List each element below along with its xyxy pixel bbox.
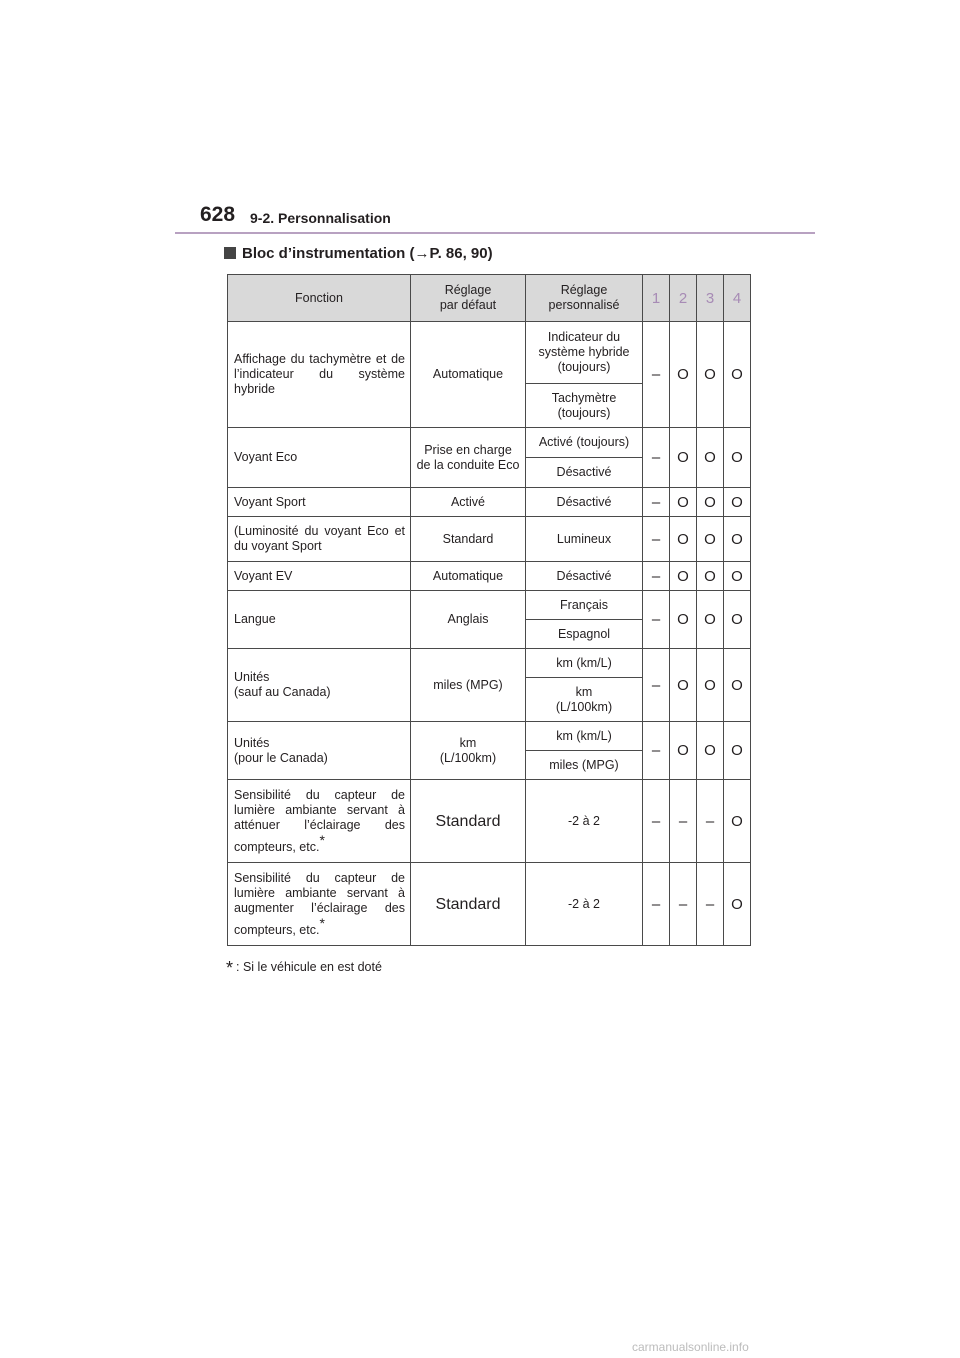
footnote-star: * — [319, 831, 325, 848]
mode-3-cell: – — [697, 780, 724, 863]
mode-1-cell: – — [643, 780, 670, 863]
mode-4-cell: O — [724, 322, 751, 428]
custom-cell: Désactivé — [526, 562, 643, 591]
table-header-row — [228, 275, 751, 322]
function-cell: Langue — [228, 591, 411, 649]
header-default — [411, 275, 526, 322]
mode-1-cell: – — [643, 591, 670, 649]
custom-cell: Désactivé — [526, 488, 643, 517]
header-mode-4: 4 — [724, 275, 751, 322]
custom-cell: Français — [526, 591, 643, 620]
custom-cell: Lumineux — [526, 517, 643, 562]
mode-3-cell: O — [697, 591, 724, 649]
custom-cell: Indicateur du système hybride (toujours) — [526, 322, 643, 384]
table-row — [228, 780, 751, 863]
mode-2-cell: O — [670, 591, 697, 649]
function-cell — [228, 780, 411, 863]
custom-cell — [526, 678, 643, 722]
header-mode-1: 1 — [643, 275, 670, 322]
page-number: 628 — [200, 203, 236, 226]
mode-2-cell: – — [670, 780, 697, 863]
function-cell: Voyant EV — [228, 562, 411, 591]
header-custom — [526, 275, 643, 322]
mode-2-cell: – — [670, 863, 697, 946]
mode-3-cell: O — [697, 428, 724, 488]
mode-3-cell: O — [697, 517, 724, 562]
mode-4-cell: O — [724, 562, 751, 591]
square-bullet-icon — [224, 247, 236, 259]
function-cell — [228, 722, 411, 780]
table-row — [228, 863, 751, 946]
default-cell — [411, 722, 526, 780]
header-mode-3: 3 — [697, 275, 724, 322]
header-function: Fonction — [228, 275, 411, 322]
function-cell — [228, 863, 411, 946]
header-custom-text: Réglage personnalisé — [548, 283, 620, 312]
mode-3-cell: – — [697, 863, 724, 946]
default-cell: Standard — [411, 863, 526, 946]
default-cell: Standard — [411, 780, 526, 863]
function-text: Sensibilité du capteur de lumière ambiante servant à augmenter l’éclairage des compteurs, etc. — [234, 870, 405, 937]
mode-4-cell: O — [724, 517, 751, 562]
header-default-text: Réglage par défaut — [439, 283, 497, 312]
custom-cell: km (km/L) — [526, 649, 643, 678]
table-row — [228, 562, 751, 591]
custom-cell: km (km/L) — [526, 722, 643, 751]
mode-1-cell: – — [643, 649, 670, 722]
default-text: km (L/100km) — [439, 735, 497, 765]
default-cell: Prise en charge de la conduite Eco — [411, 428, 526, 488]
watermark: carmanualsonline.info — [632, 1340, 749, 1354]
table-row — [228, 591, 751, 620]
mode-4-cell: O — [724, 780, 751, 863]
mode-1-cell: – — [643, 488, 670, 517]
table-row — [228, 488, 751, 517]
mode-2-cell: O — [670, 517, 697, 562]
mode-2-cell: O — [670, 488, 697, 517]
settings-table — [227, 274, 751, 946]
mode-4-cell: O — [724, 649, 751, 722]
table-row — [228, 722, 751, 751]
mode-4-cell: O — [724, 863, 751, 946]
default-cell: Activé — [411, 488, 526, 517]
custom-cell: miles (MPG) — [526, 751, 643, 780]
function-text: Unités (sauf au Canada) — [234, 670, 331, 699]
mode-1-cell: – — [643, 517, 670, 562]
custom-cell: -2 à 2 — [526, 780, 643, 863]
function-cell: Affichage du tachymètre et de l’indicateur du système hybride — [228, 322, 411, 428]
mode-2-cell: O — [670, 322, 697, 428]
mode-1-cell: – — [643, 322, 670, 428]
function-cell — [228, 649, 411, 722]
section-title: 9-2. Personnalisation — [250, 210, 391, 226]
default-cell: miles (MPG) — [411, 649, 526, 722]
mode-2-cell: O — [670, 428, 697, 488]
default-cell: Standard — [411, 517, 526, 562]
mode-1-cell: – — [643, 863, 670, 946]
mode-2-cell: O — [670, 562, 697, 591]
custom-cell: -2 à 2 — [526, 863, 643, 946]
mode-4-cell: O — [724, 488, 751, 517]
footnote — [226, 958, 382, 979]
subheading-title: Bloc d’instrumentation (→P. 86, 90) — [242, 245, 493, 262]
function-text: Unités (pour le Canada) — [234, 735, 328, 765]
mode-3-cell: O — [697, 562, 724, 591]
custom-cell: Tachymètre (toujours) — [526, 384, 643, 428]
header-mode-2: 2 — [670, 275, 697, 322]
mode-4-cell: O — [724, 428, 751, 488]
subheading — [224, 245, 493, 262]
function-cell: (Luminosité du voyant Eco et du voyant Sport — [228, 517, 411, 562]
mode-3-cell: O — [697, 322, 724, 428]
custom-cell: Désactivé — [526, 458, 643, 488]
default-cell: Anglais — [411, 591, 526, 649]
table-row — [228, 322, 751, 384]
mode-1-cell: – — [643, 562, 670, 591]
default-cell: Automatique — [411, 562, 526, 591]
header-rule — [175, 232, 815, 234]
mode-3-cell: O — [697, 649, 724, 722]
footnote-star: * — [226, 958, 234, 978]
mode-4-cell: O — [724, 591, 751, 649]
mode-1-cell: – — [643, 722, 670, 780]
mode-2-cell: O — [670, 722, 697, 780]
table-row — [228, 428, 751, 458]
function-cell: Voyant Eco — [228, 428, 411, 488]
custom-cell: Activé (toujours) — [526, 428, 643, 458]
function-cell: Voyant Sport — [228, 488, 411, 517]
mode-3-cell: O — [697, 722, 724, 780]
function-text: Sensibilité du capteur de lumière ambiante servant à atténuer l’éclairage des compteurs, etc. — [234, 787, 405, 854]
footnote-star: * — [319, 914, 325, 931]
table-row — [228, 649, 751, 678]
custom-cell: Espagnol — [526, 620, 643, 649]
mode-4-cell: O — [724, 722, 751, 780]
custom-text: km (L/100km) — [555, 684, 613, 714]
footnote-text: : Si le véhicule en est doté — [236, 960, 382, 974]
mode-3-cell: O — [697, 488, 724, 517]
default-cell: Automatique — [411, 322, 526, 428]
mode-2-cell: O — [670, 649, 697, 722]
table-row — [228, 517, 751, 562]
mode-1-cell: – — [643, 428, 670, 488]
